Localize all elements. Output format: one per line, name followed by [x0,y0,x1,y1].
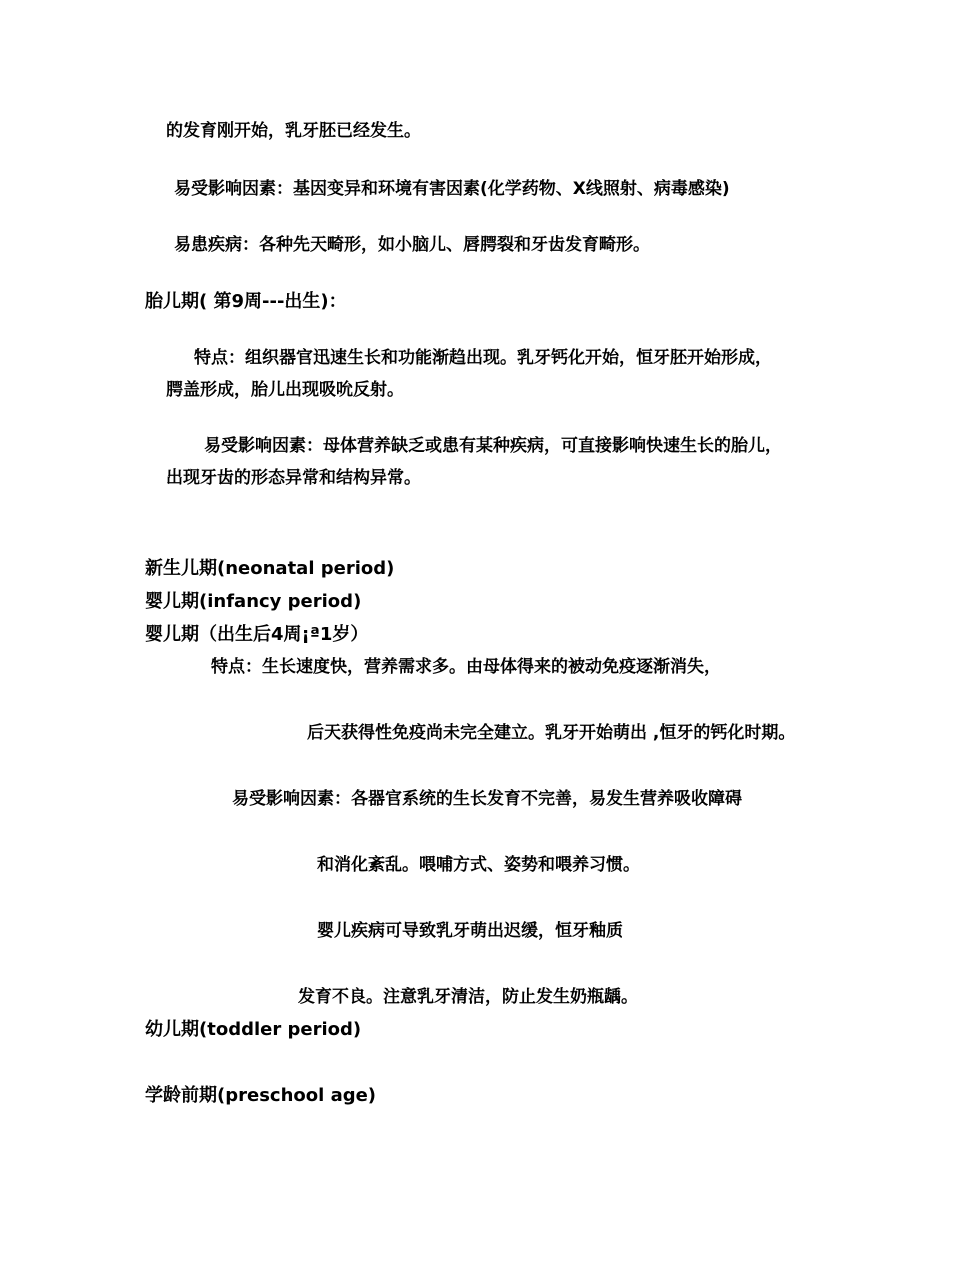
section-heading: 胎儿期( 第9周---出生)： [145,291,347,312]
text-line: 腭盖形成，胎儿出现吸吮反射。 [166,380,404,400]
text-line: 的发育刚开始，乳牙胚已经发生。 [166,121,421,141]
text-line: 易受影响因素：各器官系统的生长发育不完善，易发生营养吸收障碍 [232,789,742,809]
text-line: 易受影响因素：基因变异和环境有害因素(化学药物、X线照射、病毒感染) [174,179,730,199]
text-line: 易受影响因素：母体营养缺乏或患有某种疾病，可直接影响快速生长的胎儿， [204,436,782,456]
section-heading: 幼儿期(toddler period) [145,1019,362,1040]
section-heading: 婴儿期（出生后4周¡ª1岁） [145,624,369,645]
text-line: 特点：组织器官迅速生长和功能渐趋出现。乳牙钙化开始，恒牙胚开始形成， [194,348,772,368]
text-line: 后天获得性免疫尚未完全建立。乳牙开始萌出 ,恒牙的钙化时期。 [307,723,796,743]
text-line: 特点：生长速度快，营养需求多。由母体得来的被动免疫逐渐消失， [211,657,721,677]
section-heading: 婴儿期(infancy period) [145,591,362,612]
section-heading: 新生儿期(neonatal period) [145,558,395,579]
text-line: 和消化紊乱。喂哺方式、姿势和喂养习惯。 [317,855,640,875]
text-line: 婴儿疾病可导致乳牙萌出迟缓，恒牙釉质 [317,921,623,941]
text-line: 易患疾病：各种先天畸形，如小脑儿、唇腭裂和牙齿发育畸形。 [174,235,650,255]
text-line: 出现牙齿的形态异常和结构异常。 [166,468,421,488]
text-line: 发育不良。注意乳牙清洁，防止发生奶瓶龋。 [298,987,638,1007]
section-heading: 学龄前期(preschool age) [145,1085,377,1106]
